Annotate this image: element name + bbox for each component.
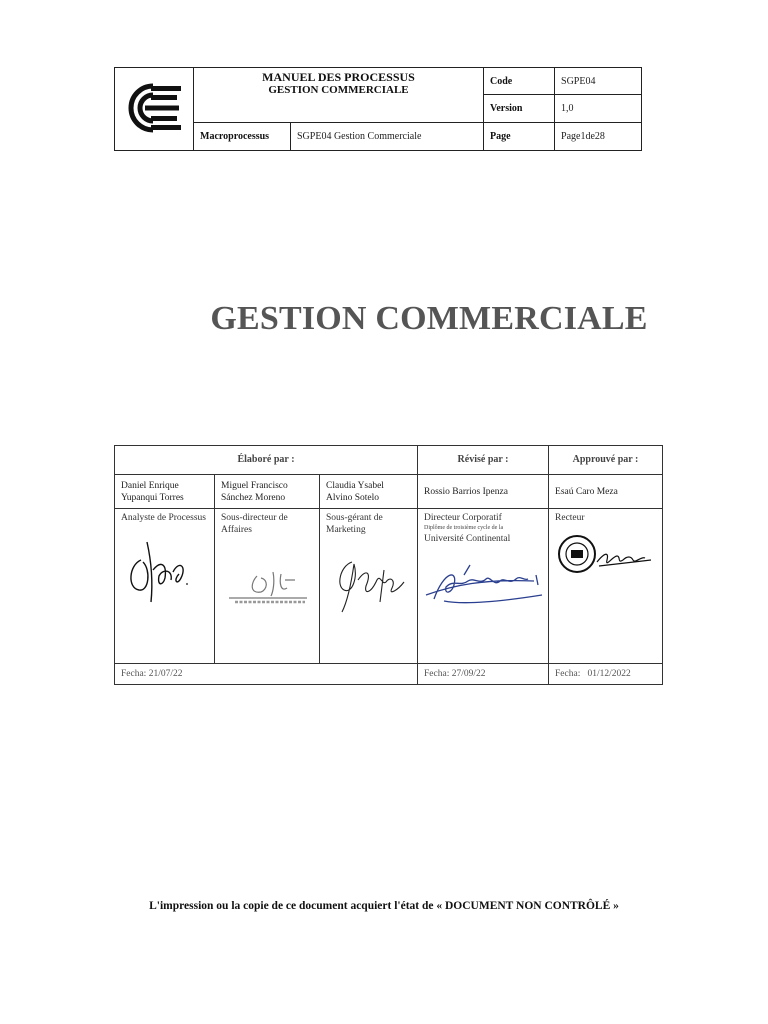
signer-role-cell bbox=[418, 509, 549, 664]
manual-title-block bbox=[194, 68, 484, 123]
signer-name: Claudia Ysabel Alvino Sotelo bbox=[320, 475, 418, 509]
signer-role-cell bbox=[320, 509, 418, 664]
version-value: 1,0 bbox=[555, 95, 642, 123]
handwritten-signature-icon bbox=[221, 542, 315, 622]
macroprocess-value: SGPE04 Gestion Commerciale bbox=[291, 123, 484, 151]
code-value: SGPE04 bbox=[555, 68, 642, 95]
document-header bbox=[114, 67, 642, 151]
continental-logo-icon bbox=[121, 83, 187, 133]
version-label: Version bbox=[484, 95, 555, 123]
signer-role-cell bbox=[115, 509, 215, 664]
reviewed-by-header: Révisé par : bbox=[418, 446, 549, 475]
signer-role-cell bbox=[215, 509, 320, 664]
macroprocess-label: Macroprocessus bbox=[194, 123, 291, 151]
signer-name: Esaú Caro Meza bbox=[549, 475, 663, 509]
signer-note: Diplôme de troisième cycle de la bbox=[424, 525, 504, 531]
approved-by-header: Approuvé par : bbox=[549, 446, 663, 475]
university-logo bbox=[115, 68, 194, 151]
uncontrolled-document-notice: L'impression ou la copie de ce document acquiert l'état de « DOCUMENT NON CONTRÔLÉ » bbox=[149, 900, 619, 912]
signer-role: Sous-gérant de Marketing bbox=[326, 513, 383, 535]
prepared-date: Fecha: 21/07/22 bbox=[115, 664, 418, 685]
signer-name: Rossio Barrios Ipenza bbox=[418, 475, 549, 509]
signer-role: Analyste de Processus bbox=[121, 513, 206, 523]
approval-table bbox=[114, 445, 663, 685]
page-label: Page bbox=[484, 123, 555, 151]
signer-organization: Université Continental bbox=[424, 534, 511, 544]
signer-name: Miguel Francisco Sánchez Moreno bbox=[215, 475, 320, 509]
signer-role: Recteur bbox=[555, 513, 585, 523]
signer-role: Directeur Corporatif bbox=[424, 513, 502, 523]
approved-date-label: Fecha: bbox=[555, 669, 581, 679]
reviewed-date: Fecha: 27/09/22 bbox=[418, 664, 549, 685]
signer-role-cell bbox=[549, 509, 663, 664]
handwritten-signature-icon bbox=[121, 530, 201, 610]
document-title: GESTION COMMERCIALE bbox=[210, 300, 648, 337]
signer-name: Daniel Enrique Yupanqui Torres bbox=[115, 475, 215, 509]
page-value: Page1de28 bbox=[555, 123, 642, 151]
prepared-by-header: Élaboré par : bbox=[115, 446, 418, 475]
manual-title: MANUEL DES PROCESSUS bbox=[262, 70, 415, 84]
signer-role: Sous-directeur de Affaires bbox=[221, 513, 288, 535]
handwritten-signature-icon bbox=[424, 551, 548, 617]
approved-date bbox=[549, 664, 663, 685]
approved-date-value: 01/12/2022 bbox=[587, 669, 631, 679]
code-label: Code bbox=[484, 68, 555, 95]
manual-subtitle: GESTION COMMERCIALE bbox=[268, 84, 409, 96]
rector-seal-and-signature-icon bbox=[555, 530, 659, 580]
handwritten-signature-icon bbox=[326, 542, 414, 622]
